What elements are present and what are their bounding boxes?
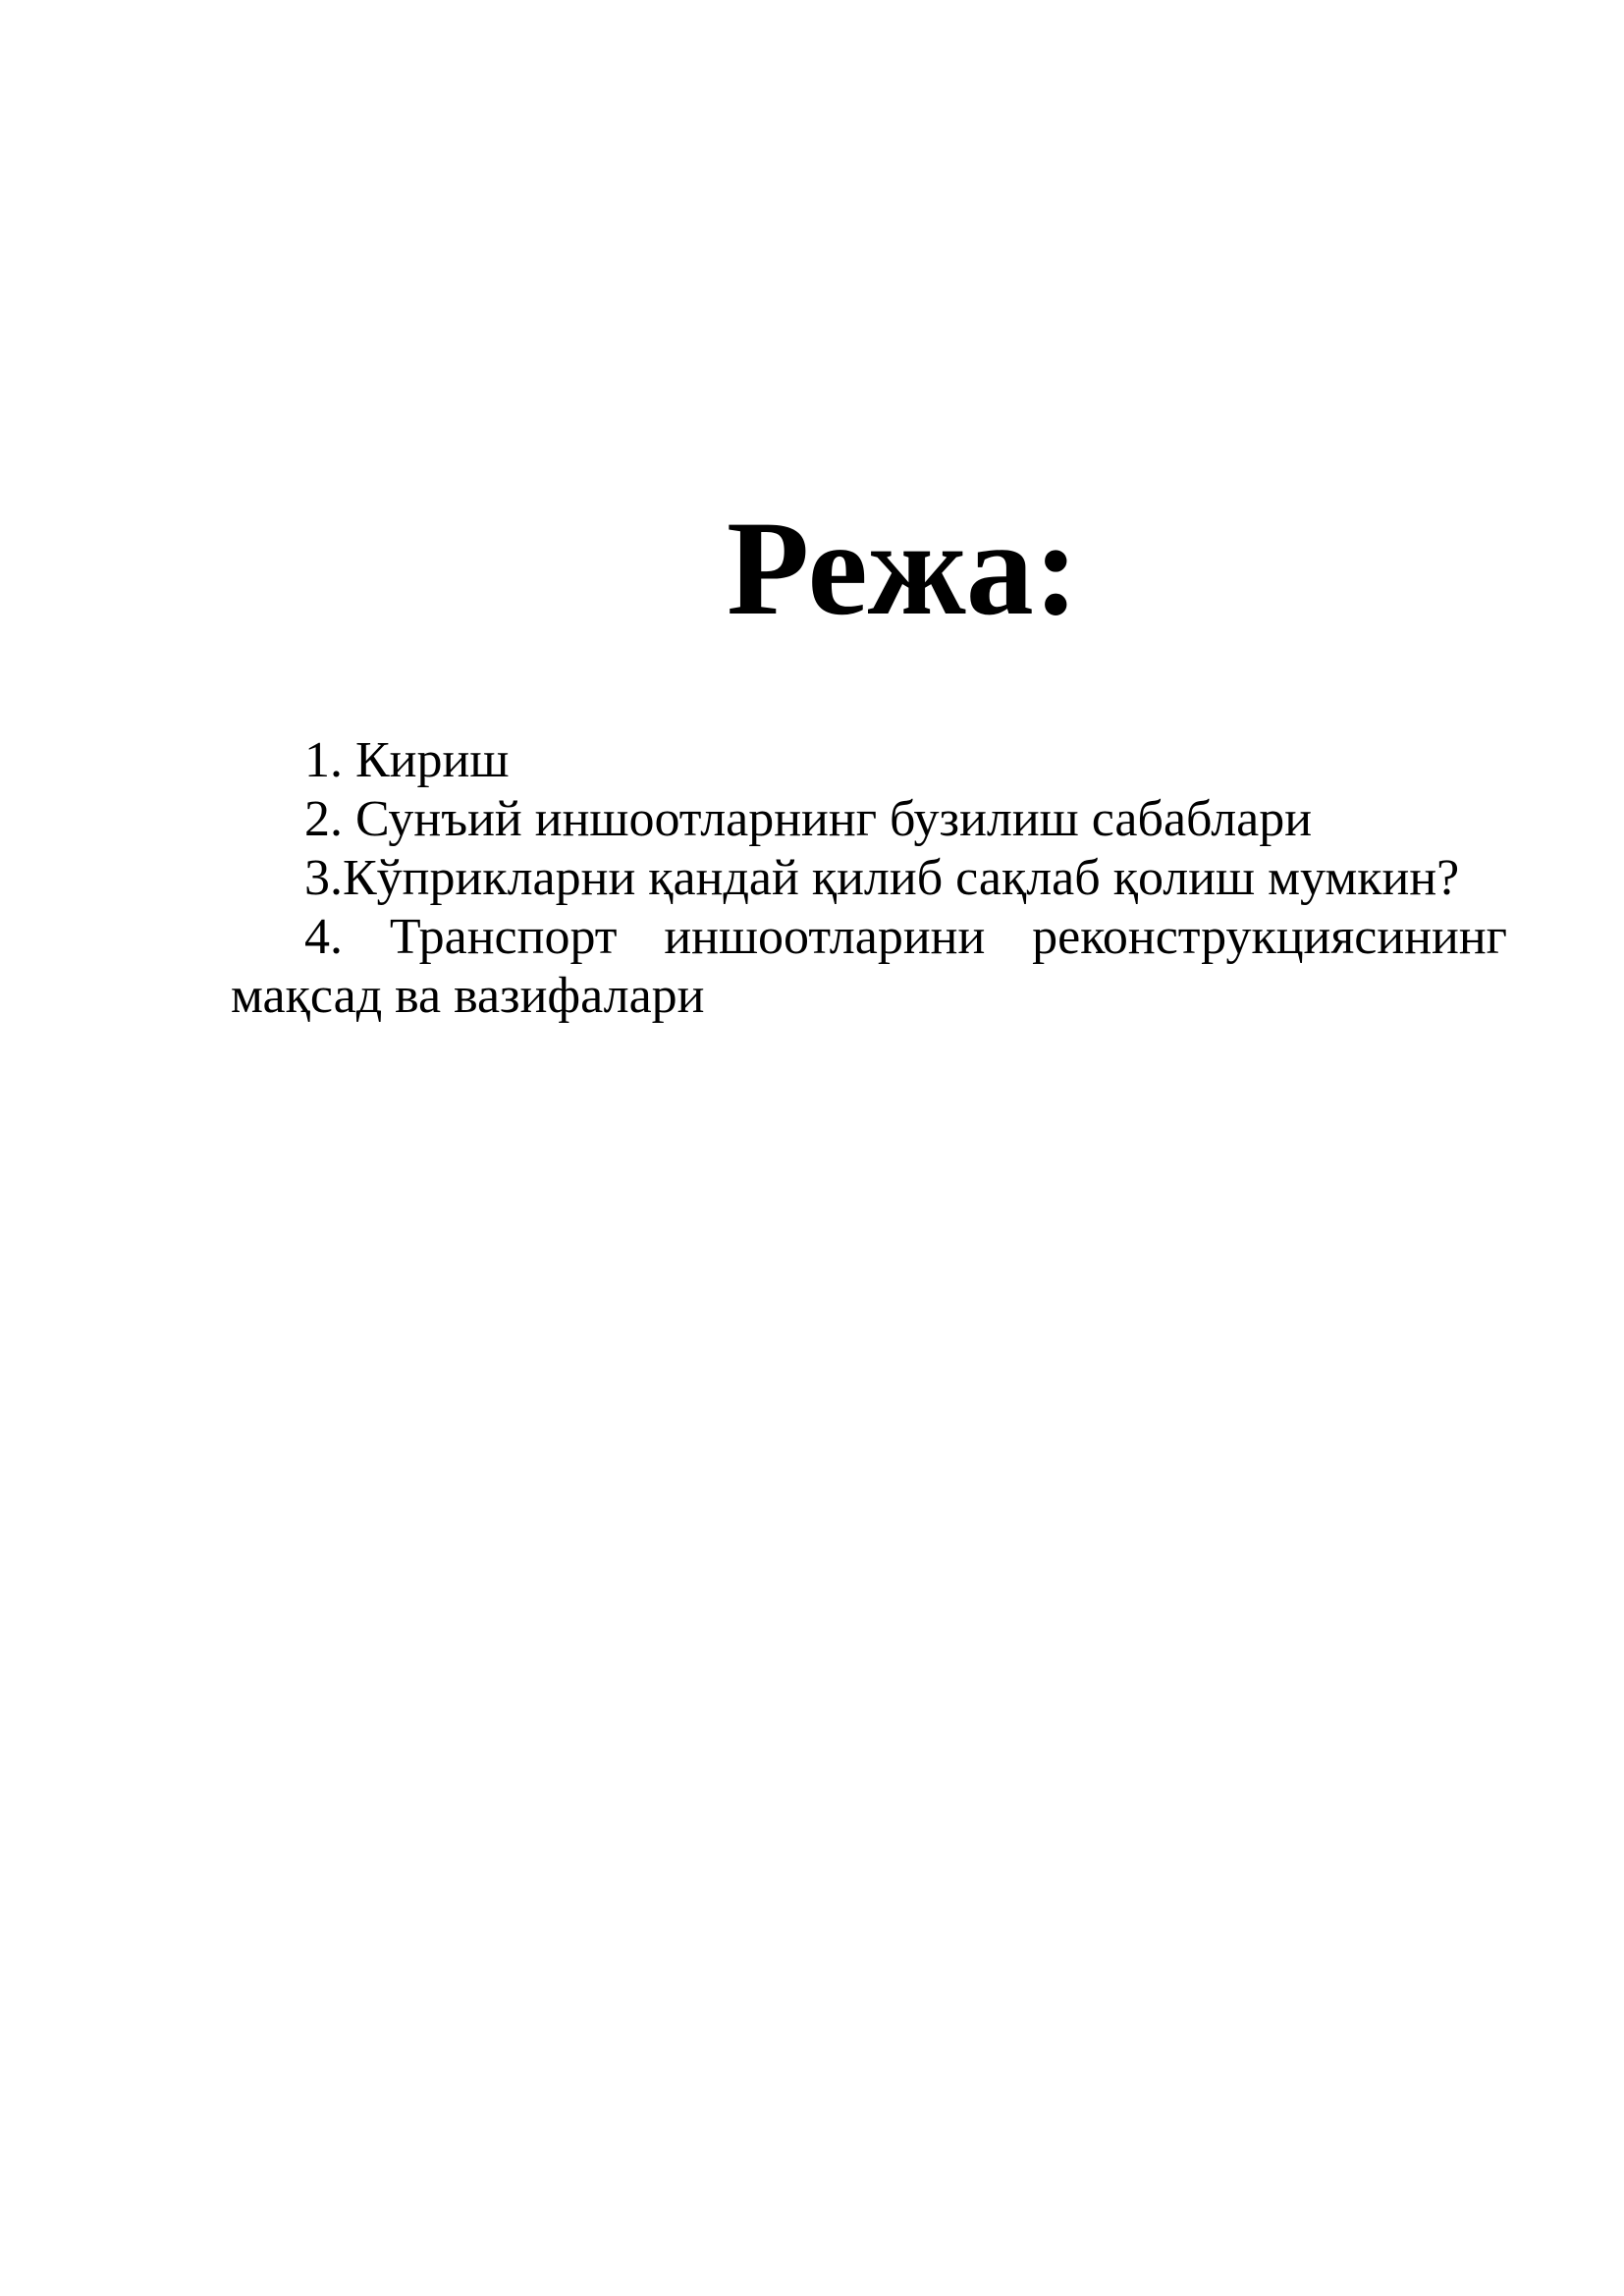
plan-item-4: 4. Транспорт иншоотларини реконструкциясининг мақсад ва вазифалари	[231, 909, 1507, 1024]
plan-list	[231, 731, 1507, 1026]
page-title: Режа:	[727, 493, 1079, 643]
plan-item-3: 3.Кўприкларни қандай қилиб сақлаб қолиш мумкин?	[304, 850, 1460, 906]
plan-item-2: 2. Сунъий иншоотларнинг бузилиш сабаблари	[304, 791, 1313, 847]
plan-item-1: 1. Кириш	[304, 732, 510, 788]
